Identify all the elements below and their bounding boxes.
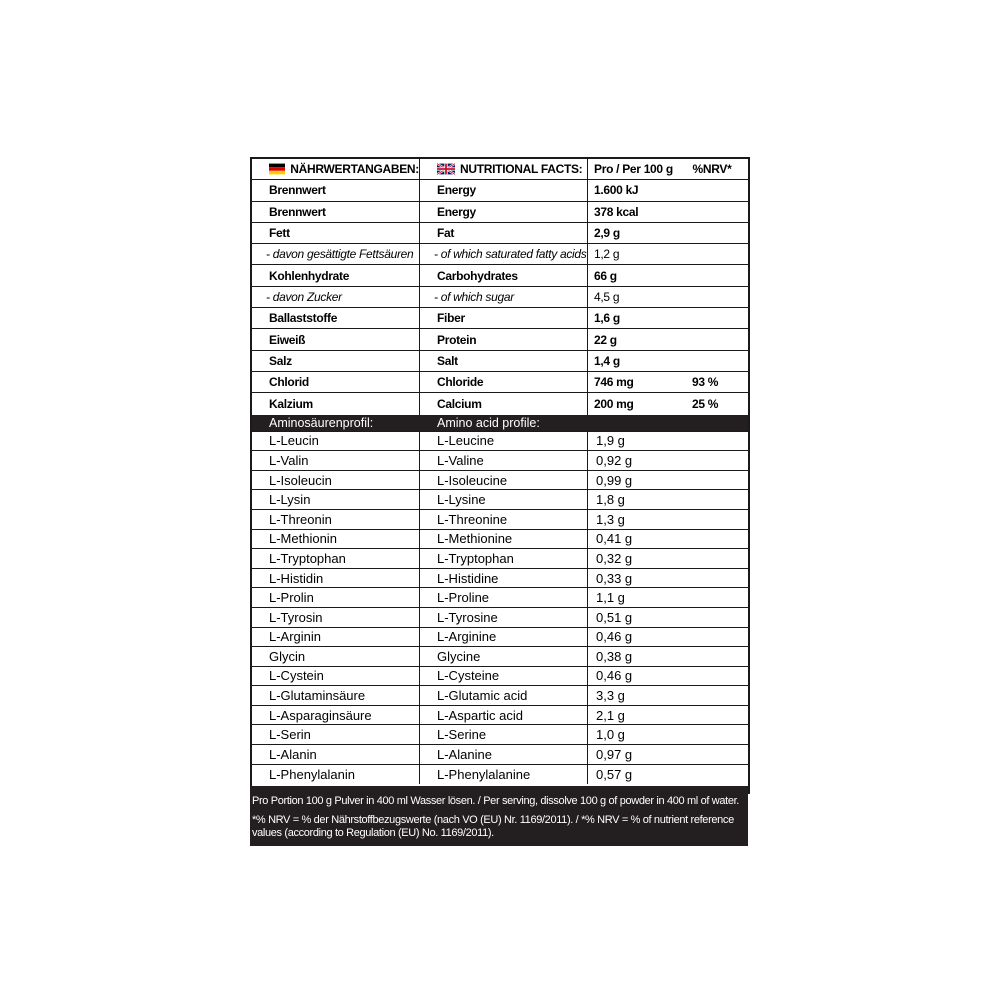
amino-name-en: L-Tyrosine bbox=[420, 608, 588, 627]
amino-name-en: L-Alanine bbox=[420, 745, 588, 764]
amino-name-en: L-Cysteine bbox=[420, 667, 588, 686]
amino-value: 1,3 g bbox=[596, 511, 625, 527]
nutrient-nrv: 25 % bbox=[692, 396, 719, 411]
nutrient-name-de: Ballaststoffe bbox=[252, 308, 420, 328]
amino-row bbox=[252, 569, 748, 589]
amino-name-en: L-Arginine bbox=[420, 628, 588, 647]
amino-row bbox=[252, 490, 748, 510]
nutrition-row bbox=[252, 202, 748, 223]
header-de-label: NÄHRWERTANGABEN: bbox=[290, 162, 419, 177]
amino-value: 0,57 g bbox=[596, 766, 633, 782]
amino-value: 0,33 g bbox=[596, 570, 633, 586]
amino-name-de: L-Serin bbox=[252, 725, 420, 744]
amino-row bbox=[252, 686, 748, 706]
amino-value: 1,9 g bbox=[596, 433, 625, 449]
footer-serving-note: Pro Portion 100 g Pulver in 400 ml Wasser lösen. / Per serving, dissolve 100 g of powder in 400 ml of water. bbox=[252, 795, 739, 807]
amino-name-de: L-Tryptophan bbox=[252, 549, 420, 568]
amino-value: 0,46 g bbox=[596, 629, 633, 645]
amino-value: 0,51 g bbox=[596, 609, 633, 625]
amino-name-en: L-Phenylalanine bbox=[420, 765, 588, 785]
nutrient-nrv bbox=[676, 244, 748, 264]
nutrient-nrv bbox=[676, 308, 748, 328]
amino-name-en: L-Lysine bbox=[420, 490, 588, 509]
nutrient-name-de: Eiweiß bbox=[252, 329, 420, 349]
nutrient-nrv bbox=[676, 202, 748, 222]
nutrient-value: 378 kcal bbox=[594, 204, 639, 219]
nutrition-row bbox=[252, 329, 748, 350]
amino-value: 1,0 g bbox=[596, 727, 625, 743]
amino-name-de: L-Prolin bbox=[252, 588, 420, 607]
nutrient-value: 1,6 g bbox=[594, 311, 620, 326]
header-nrv-label: %NRV* bbox=[692, 162, 732, 177]
amino-name-de: L-Alanin bbox=[252, 745, 420, 764]
amino-value: 1,1 g bbox=[596, 590, 625, 606]
nutrition-row bbox=[252, 351, 748, 372]
amino-row bbox=[252, 725, 748, 745]
nutrient-name-de: Brennwert bbox=[252, 180, 420, 200]
amino-name-de: L-Valin bbox=[252, 451, 420, 470]
amino-name-en: L-Leucine bbox=[420, 432, 588, 451]
nutrition-row bbox=[252, 244, 748, 265]
amino-name-de: L-Methionin bbox=[252, 530, 420, 549]
amino-header-de: Aminosäurenprofil: bbox=[269, 415, 374, 430]
nutrient-value: 22 g bbox=[594, 332, 617, 347]
nutrient-value: 1,4 g bbox=[594, 353, 620, 368]
nutrient-nrv bbox=[676, 265, 748, 285]
nutrition-row bbox=[252, 180, 748, 201]
nutrition-row bbox=[252, 308, 748, 329]
uk-flag-icon bbox=[437, 163, 455, 175]
amino-name-en: L-Valine bbox=[420, 451, 588, 470]
amino-value: 2,1 g bbox=[596, 707, 625, 723]
header-en-label: NUTRITIONAL FACTS: bbox=[460, 162, 583, 177]
amino-header-band bbox=[252, 415, 748, 432]
amino-row bbox=[252, 588, 748, 608]
nutrition-label bbox=[250, 157, 750, 794]
amino-name-de: L-Tyrosin bbox=[252, 608, 420, 627]
nutrient-value: 200 mg bbox=[594, 396, 634, 411]
amino-header-blank bbox=[588, 415, 676, 431]
nutrient-value: 2,9 g bbox=[594, 226, 620, 241]
amino-name-de: L-Glutaminsäure bbox=[252, 686, 420, 705]
amino-row bbox=[252, 765, 748, 785]
amino-row bbox=[252, 510, 748, 530]
amino-name-de: L-Asparaginsäure bbox=[252, 706, 420, 725]
amino-row bbox=[252, 745, 748, 765]
amino-row bbox=[252, 549, 748, 569]
nutrient-name-de: Salz bbox=[252, 351, 420, 371]
nutrient-nrv bbox=[676, 329, 748, 349]
amino-row bbox=[252, 471, 748, 491]
amino-row bbox=[252, 667, 748, 687]
amino-name-en: L-Glutamic acid bbox=[420, 686, 588, 705]
footer-notes bbox=[250, 786, 748, 846]
amino-row bbox=[252, 530, 748, 550]
amino-name-de: L-Threonin bbox=[252, 510, 420, 529]
amino-name-en: L-Tryptophan bbox=[420, 549, 588, 568]
nutrient-name-de: - davon gesättigte Fettsäuren bbox=[252, 244, 420, 264]
nutrient-value: 1.600 kJ bbox=[594, 183, 639, 198]
amino-value: 0,99 g bbox=[596, 472, 633, 488]
amino-name-de: L-Phenylalanin bbox=[252, 765, 420, 785]
nutrient-name-en: Fiber bbox=[420, 308, 588, 328]
nutrient-nrv bbox=[676, 351, 748, 371]
nutrient-name-en: Energy bbox=[420, 202, 588, 222]
amino-row bbox=[252, 432, 748, 452]
nutrient-name-en: Chloride bbox=[420, 372, 588, 392]
nutrient-name-en: - of which saturated fatty acids bbox=[420, 244, 588, 264]
nutrition-header-row bbox=[252, 159, 748, 180]
nutrient-nrv bbox=[676, 287, 748, 307]
nutrition-row bbox=[252, 393, 748, 414]
nutrition-row bbox=[252, 372, 748, 393]
nutrient-name-de: Kalzium bbox=[252, 393, 420, 414]
amino-name-de: L-Leucin bbox=[252, 432, 420, 451]
amino-name-en: L-Isoleucine bbox=[420, 471, 588, 490]
nutrient-name-de: Brennwert bbox=[252, 202, 420, 222]
nutrient-nrv bbox=[676, 223, 748, 243]
amino-name-en: L-Proline bbox=[420, 588, 588, 607]
header-en-cell bbox=[420, 159, 588, 179]
german-flag-icon bbox=[269, 163, 285, 175]
nutrient-name-en: Energy bbox=[420, 180, 588, 200]
header-per-label: Pro / Per 100 g bbox=[594, 162, 673, 177]
nutrient-value: 66 g bbox=[594, 268, 617, 283]
footer-nrv-note: *% NRV = % der Nährstoffbezugswerte (nach VO (EU) Nr. 1169/2011). / *% NRV = % of nutrient reference values (according to Regulation (EU) No. 1169/2011). bbox=[252, 813, 734, 839]
header-de-cell bbox=[252, 159, 420, 179]
amino-value: 3,3 g bbox=[596, 688, 625, 704]
nutrient-value: 1,2 g bbox=[594, 247, 620, 262]
nutrient-name-en: Calcium bbox=[420, 393, 588, 414]
amino-name-en: L-Threonine bbox=[420, 510, 588, 529]
amino-name-de: Glycin bbox=[252, 647, 420, 666]
amino-name-en: L-Methionine bbox=[420, 530, 588, 549]
nutrient-name-en: Carbohydrates bbox=[420, 265, 588, 285]
amino-row bbox=[252, 628, 748, 648]
nutrient-name-en: Protein bbox=[420, 329, 588, 349]
amino-name-de: L-Cystein bbox=[252, 667, 420, 686]
amino-name-de: L-Arginin bbox=[252, 628, 420, 647]
amino-value: 0,97 g bbox=[596, 746, 633, 762]
nutrient-nrv: 93 % bbox=[692, 375, 719, 390]
amino-row bbox=[252, 608, 748, 628]
nutrient-name-de: - davon Zucker bbox=[252, 287, 420, 307]
amino-value: 0,41 g bbox=[596, 531, 633, 547]
nutrient-value: 4,5 g bbox=[594, 289, 620, 304]
amino-name-en: Glycine bbox=[420, 647, 588, 666]
amino-name-en: L-Aspartic acid bbox=[420, 706, 588, 725]
nutrient-name-de: Kohlenhydrate bbox=[252, 265, 420, 285]
amino-row bbox=[252, 647, 748, 667]
amino-value: 0,92 g bbox=[596, 452, 633, 468]
nutrient-nrv bbox=[676, 180, 748, 200]
amino-name-de: L-Histidin bbox=[252, 569, 420, 588]
nutrient-name-de: Fett bbox=[252, 223, 420, 243]
nutrition-row bbox=[252, 223, 748, 244]
nutrient-name-en: - of which sugar bbox=[420, 287, 588, 307]
nutrient-name-en: Salt bbox=[420, 351, 588, 371]
nutrition-row bbox=[252, 287, 748, 308]
amino-name-de: L-Lysin bbox=[252, 490, 420, 509]
nutrient-name-de: Chlorid bbox=[252, 372, 420, 392]
amino-value: 0,38 g bbox=[596, 648, 633, 664]
amino-name-en: L-Histidine bbox=[420, 569, 588, 588]
amino-value: 0,46 g bbox=[596, 668, 633, 684]
nutrition-row bbox=[252, 265, 748, 286]
amino-name-en: L-Serine bbox=[420, 725, 588, 744]
nutrient-name-en: Fat bbox=[420, 223, 588, 243]
nutrient-value: 746 mg bbox=[594, 375, 634, 390]
amino-row bbox=[252, 706, 748, 726]
amino-name-de: L-Isoleucin bbox=[252, 471, 420, 490]
amino-value: 0,32 g bbox=[596, 550, 633, 566]
amino-value: 1,8 g bbox=[596, 492, 625, 508]
amino-row bbox=[252, 451, 748, 471]
amino-header-en: Amino acid profile: bbox=[437, 415, 540, 430]
